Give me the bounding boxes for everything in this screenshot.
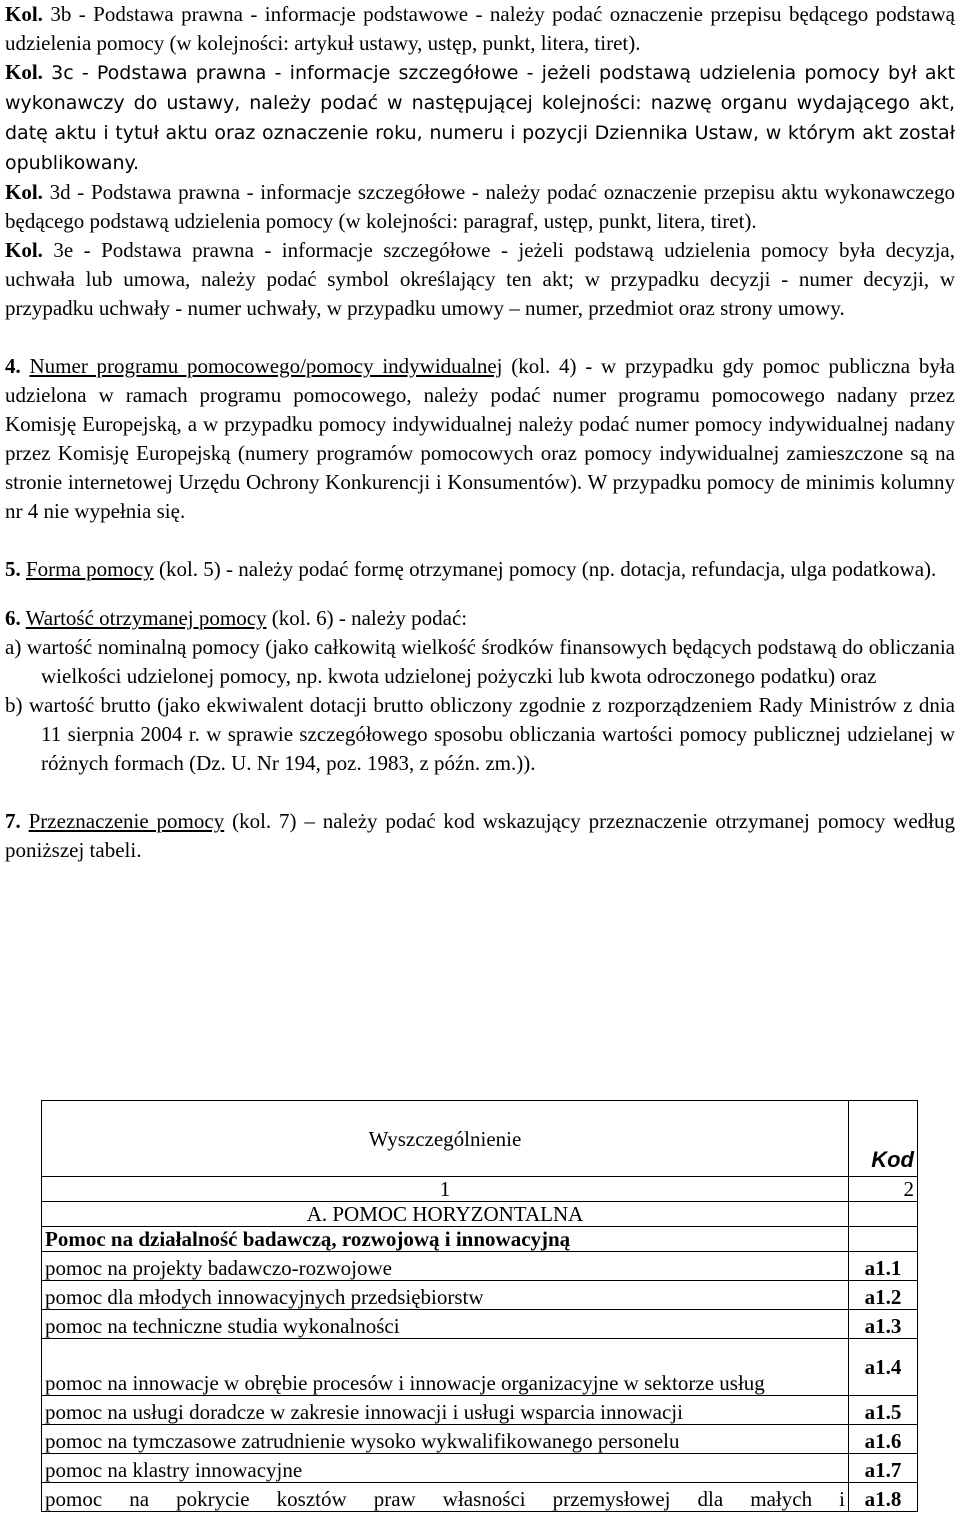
- paragraph-kol-3d: Kol. 3d - Podstawa prawna - informacje szczegółowe - należy podać oznaczenie przepisu aktu wykonawczego będącego podstawą udzielenia pomocy (w kolejności: paragraf, ustęp, punkt, litera, tiret).: [5, 180, 955, 233]
- section-4-program-number: 4. Numer programu pomocowego/pomocy indywidualnej (kol. 4) - w przypadku gdy pomoc publiczna była udzielona w ramach programu pomocowego, należy podać numer programu pomocowego nadany przez Komisję Europejską, a w przypadku pomocy indywidualnej należy podać numer pomocy indywidualnej nadany przez Komisję Europejską (numery programów pomocowych oraz pomocy indywidualnej zamieszczone są na stronie internetowej Urzędu Ochrony Konkurencji i Konsumentów). W przypadku pomocy de minimis kolumny nr 4 nie wypełnia się.: [5, 354, 956, 523]
- section-6-item-a: a) wartość nominalną pomocy (jako całkowitą wielkość środków finansowych będących podstawą do obliczania wielkości udzielonej pomocy, np. kwota udzielonej pożyczki lub kwota odroczonego podatku) oraz: [5, 635, 955, 688]
- section-5-aid-form: 5. Forma pomocy (kol. 5) - należy podać formę otrzymanej pomocy (np. dotacja, refundacja, ulga podatkowa).: [5, 557, 937, 581]
- document-page: [5, 0, 955, 865]
- section-7-aid-purpose: 7. Przeznaczenie pomocy (kol. 7) – należy podać kod wskazujący przeznaczenie otrzymanej pomocy według poniższej tabeli.: [5, 809, 956, 862]
- table-row: pomoc na usługi doradcze w zakresie innowacji i usługi wsparcia innowacji a1.5: [42, 1396, 918, 1425]
- section-6-item-b: b) wartość brutto (jako ekwiwalent dotacji brutto obliczony zgodnie z rozporządzeniem Rady Ministrów z dnia 11 sierpnia 2004 r. w sprawie szczegółowego sposobu obliczania wartości pomocy publicznej udzielanej w różnych formach (Dz. U. Nr 194, poz. 1983, z późn. zm.)).: [5, 693, 955, 775]
- table-group-row: [42, 1227, 918, 1252]
- paragraph-kol-3b: Kol. 3b - Podstawa prawna - informacje podstawowe - należy podać oznaczenie przepisu będącego podstawą udzielenia pomocy (w kolejności: artykuł ustawy, ustęp, punkt, litera, tiret).: [5, 2, 955, 55]
- table-row: pomoc na innowacje w obrębie procesów i innowacje organizacyjne w sektorze usług a1.4: [42, 1339, 918, 1396]
- header-name: Wyszczególnienie: [42, 1101, 849, 1177]
- group-title: Pomoc na działalność badawczą, rozwojową i innowacyjną: [42, 1227, 849, 1252]
- table-column-numbers: [42, 1177, 918, 1202]
- col-number-1: 1: [42, 1177, 849, 1202]
- table-section-row: [42, 1202, 918, 1227]
- section-title: A. POMOC HORYZONTALNA: [42, 1202, 849, 1227]
- table-row: pomoc dla młodych innowacyjnych przedsiębiorstw a1.2: [42, 1281, 918, 1310]
- table-row: pomoc na pokrycie kosztów praw własności przemysłowej dla małych i a1.8: [42, 1483, 918, 1512]
- table-row: pomoc na klastry innowacyjne a1.7: [42, 1454, 918, 1483]
- section-6-aid-value: 6. Wartość otrzymanej pomocy (kol. 6) - należy podać:: [5, 606, 468, 630]
- table-row: pomoc na techniczne studia wykonalności a1.3: [42, 1310, 918, 1339]
- paragraph-kol-3c: Kol. 3c - Podstawa prawna - informacje szczegółowe - jeżeli podstawą udzielenia pomocy był akt wykonawczy do ustawy, należy podać w następującej kolejności: nazwę organu wydającego akt, datę aktu i tytuł aktu oraz oznaczenie roku, numeru i pozycji Dziennika Ustaw, w którym akt został opublikowany.: [5, 60, 955, 174]
- table-row: pomoc na projekty badawczo-rozwojowe a1.1: [42, 1252, 918, 1281]
- col-number-2: 2: [849, 1177, 918, 1202]
- purpose-code-table: [41, 1100, 918, 1512]
- header-code: Kod: [849, 1101, 918, 1177]
- paragraph-kol-3e: Kol. 3e - Podstawa prawna - informacje szczegółowe - jeżeli podstawą udzielenia pomocy była decyzja, uchwała lub umowa, należy podać symbol określający ten akt; w przypadku decyzji - numer decyzji, w przypadku uchwały - numer uchwały, w przypadku umowy – numer, przedmiot oraz strony umowy.: [5, 238, 955, 320]
- table-row: pomoc na tymczasowe zatrudnienie wysoko wykwalifikowanego personelu a1.6: [42, 1425, 918, 1454]
- table-header-row: [42, 1101, 918, 1177]
